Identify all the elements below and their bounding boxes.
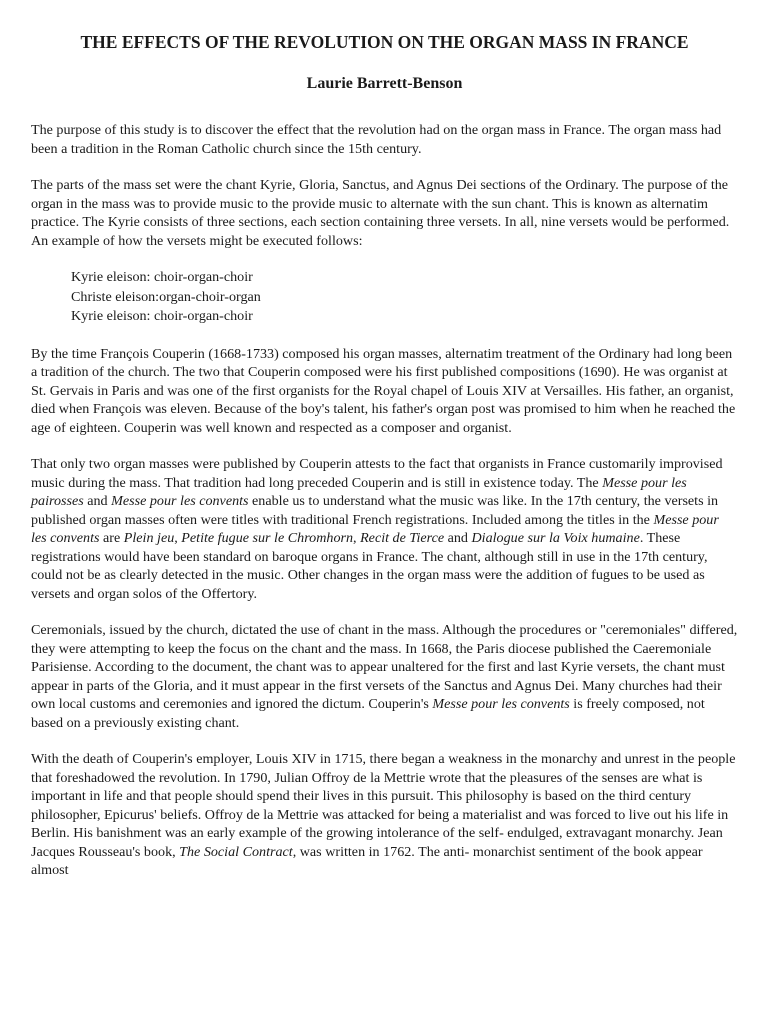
italic-title: Dialogue sur la Voix humaine (471, 530, 640, 546)
italic-title: Plein jeu (123, 530, 175, 546)
paragraph-4 (31, 455, 738, 603)
italic-title: Messe pour les pairosses (31, 474, 687, 509)
italic-title: The Social Contract (179, 843, 293, 860)
text-run: With the death of Couperin's employer, Louis XIV in 1715, there began a weakness in the monarchy and unrest in the people that foreshadowed the revolution. In 1790, Julian Offroy de la Mettrie wrote that the pleasures of the senses are what is important in life and that people should spend their lives in this pursuit. This philosophy is based on the third century philosopher, Epicurus' beliefs. Offroy de la Mettrie was attacked for being a materialist and was forced to live out his life in Berlin. His banishment was an early example of the growing intolerance of the self- endulged, extravagant monarchy. Jean Jacques Rousseau's book, (31, 751, 736, 860)
author-name: Laurie Barrett-Benson (306, 75, 463, 92)
paragraph-5 (31, 621, 738, 732)
italic-title: Messe pour les convents (31, 511, 719, 546)
paragraph-6 (31, 750, 738, 880)
document-body (31, 121, 738, 880)
italic-title: Messe pour les convents (432, 696, 570, 712)
text-run: That only two organ masses were published by Couperin attests to the fact that organists in France customarily improvised music during the mass. That tradition had long preceded Couperin and is still in existence today. The (31, 456, 723, 491)
italic-title: Petite fugue sur le Chromhorn (181, 530, 354, 546)
text-run: are (99, 530, 124, 546)
document-title: THE EFFECTS OF THE REVOLUTION ON THE ORGAN MASS IN FRANCE (80, 32, 689, 52)
paragraph-1: The purpose of this study is to discover the effect that the revolution had on the organ mass in France. The organ mass had been a tradition in the Roman Catholic church since the 15th century. (31, 122, 722, 157)
paragraph-3: By the time François Couperin (1668-1733) composed his organ masses, alternatim treatment of the Ordinary had long been a tradition of the church. The two that Couperin composed were his first published compositions (1690). He was organist at St. Gervais in Paris and was one of the first organists for the Royal chapel of Louis XIV at Versailles. His father, an organist, died when François was eleven. Because of the boy's talent, his father's organ post was promised to him when he reached the age of eighteen. Couperin was well known and respected as a composer and organist. (31, 345, 736, 436)
italic-title: Recit de Tierce (360, 530, 445, 546)
verset-line: Kyrie eleison: choir-organ-choir (71, 308, 253, 324)
text-run: , was written in 1762. The anti- monarchist sentiment of the book appear almost (31, 843, 703, 878)
verset-line: Kyrie eleison: choir-organ-choir (71, 269, 253, 285)
text-run: is freely composed, not based on a previously existing chant. (31, 696, 705, 731)
text-run: and (83, 493, 112, 509)
text-run: and (444, 530, 472, 546)
verset-line: Christe eleison:organ-choir-organ (71, 288, 261, 305)
italic-title: Messe pour les convents (111, 493, 249, 509)
text-run: , (174, 530, 182, 546)
text-run: enable us to understand what the music was like. In the 17th century, the versets in published organ masses often were titles with traditional French registrations. Included among the titles in the (31, 493, 719, 528)
paragraph-2: The parts of the mass set were the chant Kyrie, Gloria, Sanctus, and Agnus Dei sections of the Ordinary. The purpose of the organ in the mass was to provide music to the provide music to alternate with the sun chant. This is known as alternatim practice. The Kyrie consists of three sections, each section containing three versets. In all, nine versets would be performed. An example of how the versets might be executed follows: (31, 177, 730, 249)
text-run: Ceremonials, issued by the church, dictated the use of chant in the mass. Although the procedures or "ceremoniales" differed, they were attempting to keep the focus on the chant and the mass. In 1668, the Paris diocese published the Caeremoniale Parisiense. According to the document, the chant was to appear unaltered for the first and last Kyrie versets, the chant must appear in parts of the Gloria, and it must appear in the first versets of the Sanctus and Agnus Dei. Many churches had their own local customs and ceremonies and ignored the dictum. Couperin's (31, 622, 738, 712)
text-run: , (353, 530, 361, 546)
text-run: . These registrations would have been standard on baroque organs in France. The chant, although still in use in the 17th century, could not be as clearly detected in the music. Other changes in the organ mass were the addition of fugues to be used as versets and organ solos of the Offertory. (31, 530, 708, 602)
verset-list (71, 268, 738, 327)
